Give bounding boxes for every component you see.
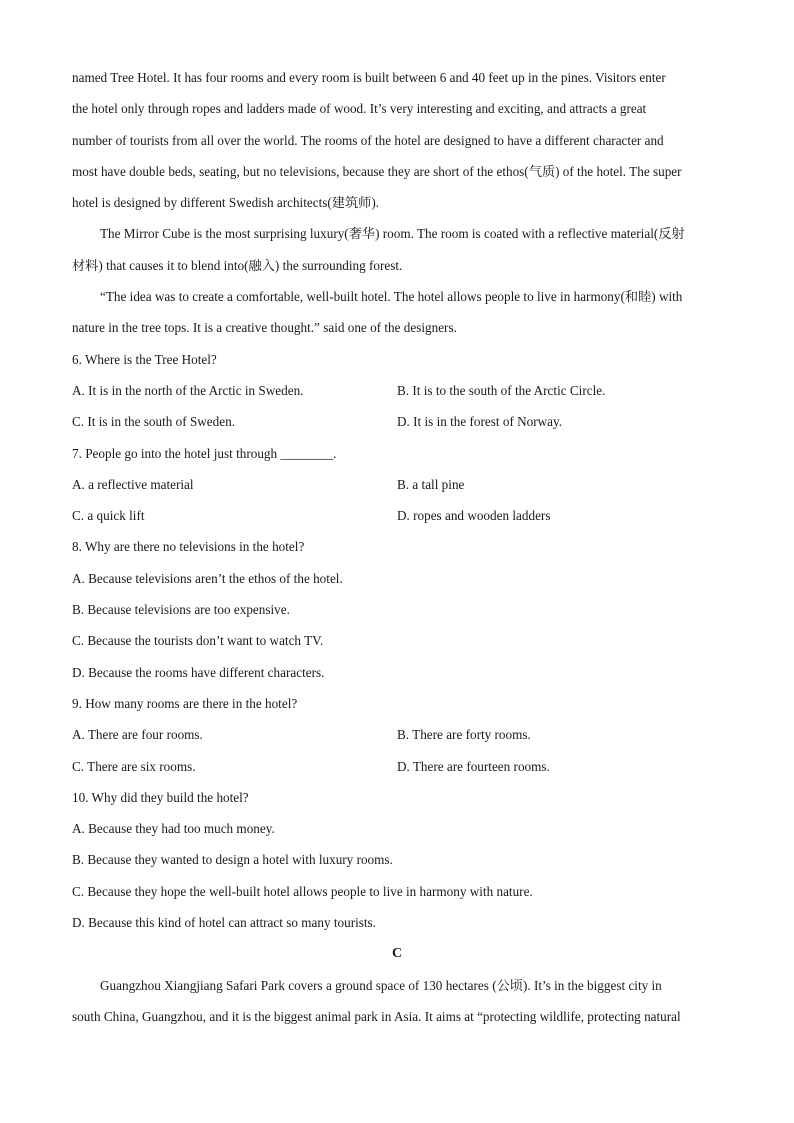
question-7 <box>72 438 722 532</box>
passage-line: “The idea was to create a comfortable, well-built hotel. The hotel allows people to live in harmony(和睦) with <box>100 289 683 305</box>
option-b: B. Because televisions are too expensive. <box>72 602 290 618</box>
question-8 <box>72 531 722 687</box>
section-heading: C <box>391 946 403 962</box>
option-row <box>72 406 722 437</box>
option-a: A. Because televisions aren’t the ethos of the hotel. <box>72 570 343 586</box>
option-row <box>72 719 722 750</box>
passage-line: number of tourists from all over the world. The rooms of the hotel are designed to have a different character and <box>72 132 664 148</box>
option-c: C. a quick lift <box>72 508 145 524</box>
question-stem: 7. People go into the hotel just through ________. <box>72 445 337 461</box>
option-a: A. There are four rooms. <box>72 727 203 743</box>
option-c: C. There are six rooms. <box>72 758 196 774</box>
passage-line: nature in the tree tops. It is a creative thought.” said one of the designers. <box>72 320 457 336</box>
option-a: A. a reflective material <box>72 476 194 492</box>
option-b: B. Because they wanted to design a hotel with luxury rooms. <box>72 852 393 868</box>
question-6 <box>72 344 722 438</box>
question-stem: 8. Why are there no televisions in the hotel? <box>72 539 305 555</box>
passage-line: The Mirror Cube is the most surprising luxury(奢华) room. The room is coated with a reflective material(反射 <box>100 226 685 242</box>
option-d: D. Because the rooms have different characters. <box>72 664 325 680</box>
option-d: D. It is in the forest of Norway. <box>397 414 563 430</box>
question-stem: 6. Where is the Tree Hotel? <box>72 351 217 367</box>
passage-line: most have double beds, seating, but no televisions, because they are short of the ethos(气质) of the hotel. The super <box>72 163 682 179</box>
section-c <box>72 938 722 1032</box>
option-row <box>72 751 722 782</box>
option-b: B. a tall pine <box>397 476 465 492</box>
option-row <box>72 375 722 406</box>
option-c: C. It is in the south of Sweden. <box>72 414 236 430</box>
option-a: A. Because they had too much money. <box>72 821 275 837</box>
option-b: B. It is to the south of the Arctic Circle. <box>397 382 606 398</box>
passage-line: hotel is designed by different Swedish architects(建筑师). <box>72 195 380 211</box>
option-row <box>72 469 722 500</box>
passage-line: 材料) that causes it to blend into(融入) the surrounding forest. <box>72 257 403 273</box>
question-stem: 9. How many rooms are there in the hotel? <box>72 695 298 711</box>
passage-line: south China, Guangzhou, and it is the biggest animal park in Asia. It aims at “protecting wildlife, protecting natural <box>72 1008 681 1024</box>
question-10 <box>72 782 722 938</box>
question-9 <box>72 688 722 782</box>
question-stem: 10. Why did they build the hotel? <box>72 789 249 805</box>
option-row <box>72 500 722 531</box>
option-b: B. There are forty rooms. <box>397 727 531 743</box>
option-a: A. It is in the north of the Arctic in Sweden. <box>72 382 304 398</box>
option-d: D. There are fourteen rooms. <box>397 758 550 774</box>
passage-line: the hotel only through ropes and ladders made of wood. It’s very interesting and exciting, and attracts a great <box>72 101 647 117</box>
passage-b <box>72 62 722 344</box>
option-c: C. Because the tourists don’t want to watch TV. <box>72 633 324 649</box>
option-d: D. ropes and wooden ladders <box>397 508 551 524</box>
option-d: D. Because this kind of hotel can attract so many tourists. <box>72 915 376 931</box>
passage-line: named Tree Hotel. It has four rooms and every room is built between 6 and 40 feet up in the pines. Visitors enter <box>72 70 666 85</box>
option-c: C. Because they hope the well-built hotel allows people to live in harmony with nature. <box>72 883 533 899</box>
document-page <box>72 62 722 1032</box>
passage-line: Guangzhou Xiangjiang Safari Park covers a ground space of 130 hectares (公顷). It’s in the biggest city in <box>100 977 662 993</box>
